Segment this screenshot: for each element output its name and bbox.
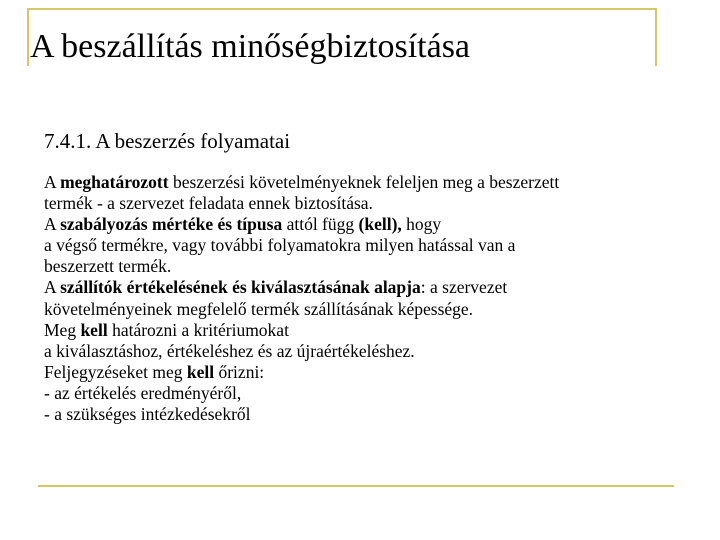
text-line: beszerzett termék. (44, 256, 172, 277)
paragraph-requirements (44, 172, 684, 214)
text-run: őrizni: (214, 361, 265, 382)
bold-run: szállítók értékelésének és kiválasztásának alapja (60, 277, 421, 298)
text-run: A (44, 172, 61, 192)
bold-run: kell (80, 319, 108, 340)
paragraph-supplier-evaluation (44, 277, 684, 319)
slide-body (44, 172, 684, 425)
bottom-horizontal-rule (38, 485, 674, 487)
bold-run: szabályozás mértéke és típusa (60, 214, 283, 235)
text-run: beszerzési követelményeknek feleljen meg a beszerzett (168, 172, 560, 192)
slide-title: A beszállítás minőségbiztosítása (30, 28, 471, 65)
bold-run: meghatározott (60, 172, 169, 192)
text-run: : a szervezet (420, 277, 508, 298)
text-run: Meg (44, 319, 81, 340)
paragraph-criteria (44, 320, 684, 362)
text-run: A (44, 277, 61, 298)
text-line: követelményeinek megfelelő termék szállításának képessége. (44, 298, 474, 319)
paragraph-records (44, 362, 684, 425)
text-line: a végső termékre, vagy további folyamatokra milyen hatással van a (44, 235, 516, 256)
text-line: - az értékelés eredményéről, (44, 382, 242, 403)
text-line: termék - a szervezet feladata ennek biztosítása. (44, 193, 373, 214)
paragraph-control-extent (44, 214, 684, 277)
text-run: Feljegyzéseket meg (44, 361, 187, 382)
bold-run: (kell), (358, 214, 402, 235)
text-line: a kiválasztáshoz, értékeléshez és az újraértékeléshez. (44, 340, 415, 361)
text-run: hogy (401, 214, 442, 235)
top-horizontal-rule (27, 8, 657, 10)
section-heading: 7.4.1. A beszerzés folyamatai (44, 129, 291, 153)
text-run: határozni a kritériumokat (107, 319, 289, 340)
text-run: A (44, 214, 61, 235)
top-right-vertical-rule (655, 8, 657, 66)
bold-run: kell (186, 361, 215, 382)
text-line: - a szükséges intézkedésekről (44, 404, 251, 425)
top-left-vertical-rule (27, 8, 29, 66)
text-run: attól függ (282, 214, 359, 235)
